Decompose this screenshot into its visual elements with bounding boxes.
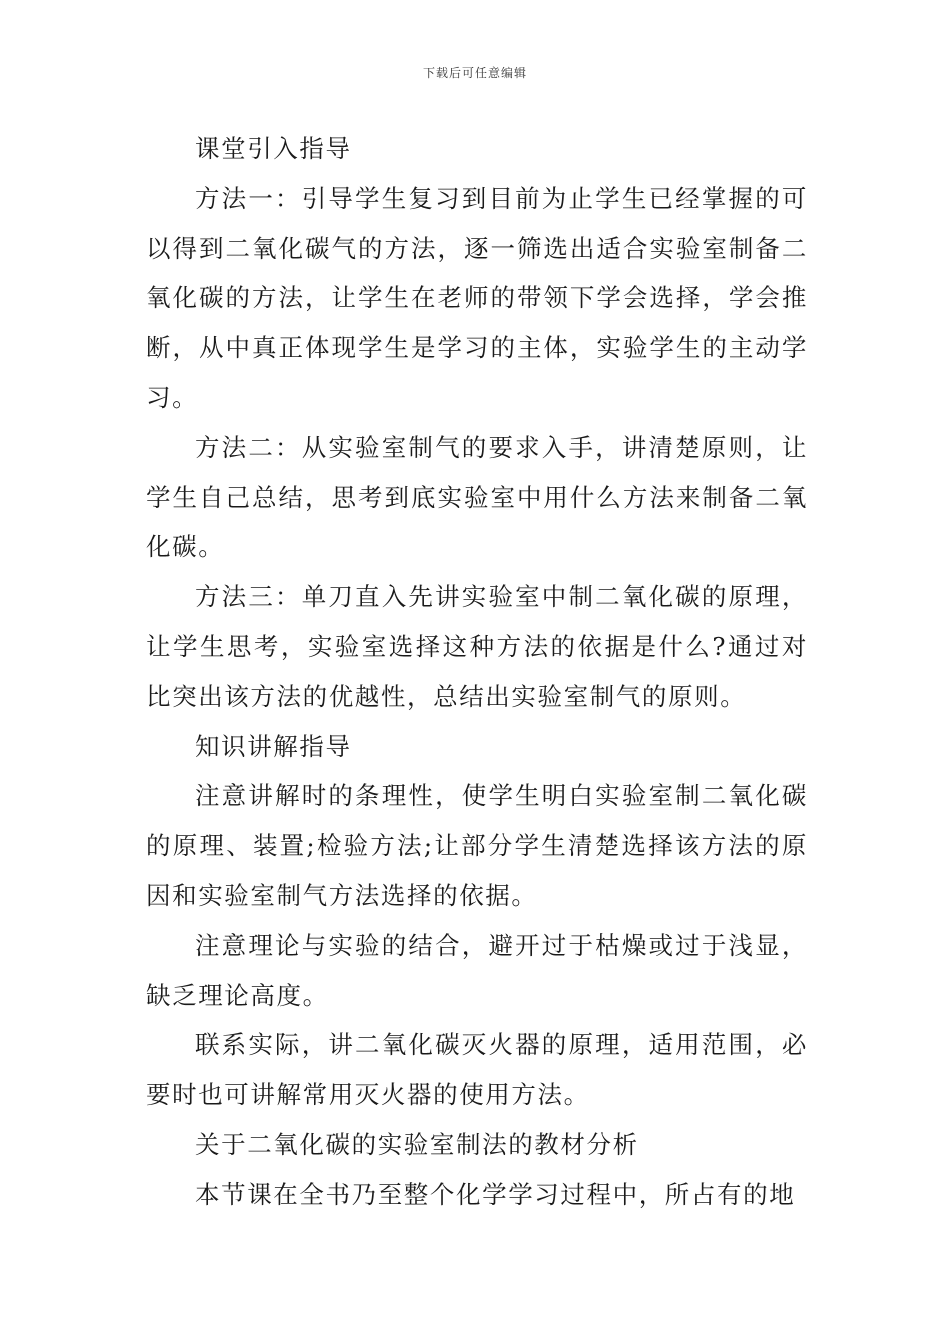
paragraph-theory-practice: 注意理论与实验的结合，避开过于枯燥或过于浅显，缺乏理论高度。 <box>146 930 808 1010</box>
paragraph-method-two: 方法二：从实验室制气的要求入手，讲清楚原则，让学生自己总结，思考到底实验室中用什么方法来制备二氧化碳。 <box>146 432 808 562</box>
heading-knowledge-explanation: 知识讲解指导 <box>195 731 352 761</box>
heading-class-intro: 课堂引入指导 <box>195 134 352 163</box>
document-body <box>146 124 808 1220</box>
heading-textbook-analysis: 关于二氧化碳的实验室制法的教材分析 <box>195 1129 639 1159</box>
paragraph-lesson-position: 本节课在全书乃至整个化学学习过程中，所占有的地 <box>195 1179 796 1209</box>
paragraph-real-life: 联系实际，讲二氧化碳灭火器的原理，适用范围，必要时也可讲解常用灭火器的使用方法。 <box>146 1030 808 1110</box>
paragraph-method-three: 方法三：单刀直入先讲实验室中制二氧化碳的原理，让学生思考，实验室选择这种方法的依据是什么?通过对比突出该方法的优越性，总结出实验室制气的原则。 <box>146 582 808 711</box>
paragraph-method-one: 方法一：引导学生复习到目前为止学生已经掌握的可以得到二氧化碳气的方法，逐一筛选出适合实验室制备二氧化碳的方法，让学生在老师的带领下学会选择，学会推断，从中真正体现学生是学习的主体，实验学生的主动学习。 <box>146 183 808 412</box>
paragraph-explanation-order: 注意讲解时的条理性，使学生明白实验室制二氧化碳的原理、装置;检验方法;让部分学生清楚选择该方法的原因和实验室制气方法选择的依据。 <box>146 781 808 910</box>
page-header: 下载后可任意编辑 <box>422 66 527 80</box>
